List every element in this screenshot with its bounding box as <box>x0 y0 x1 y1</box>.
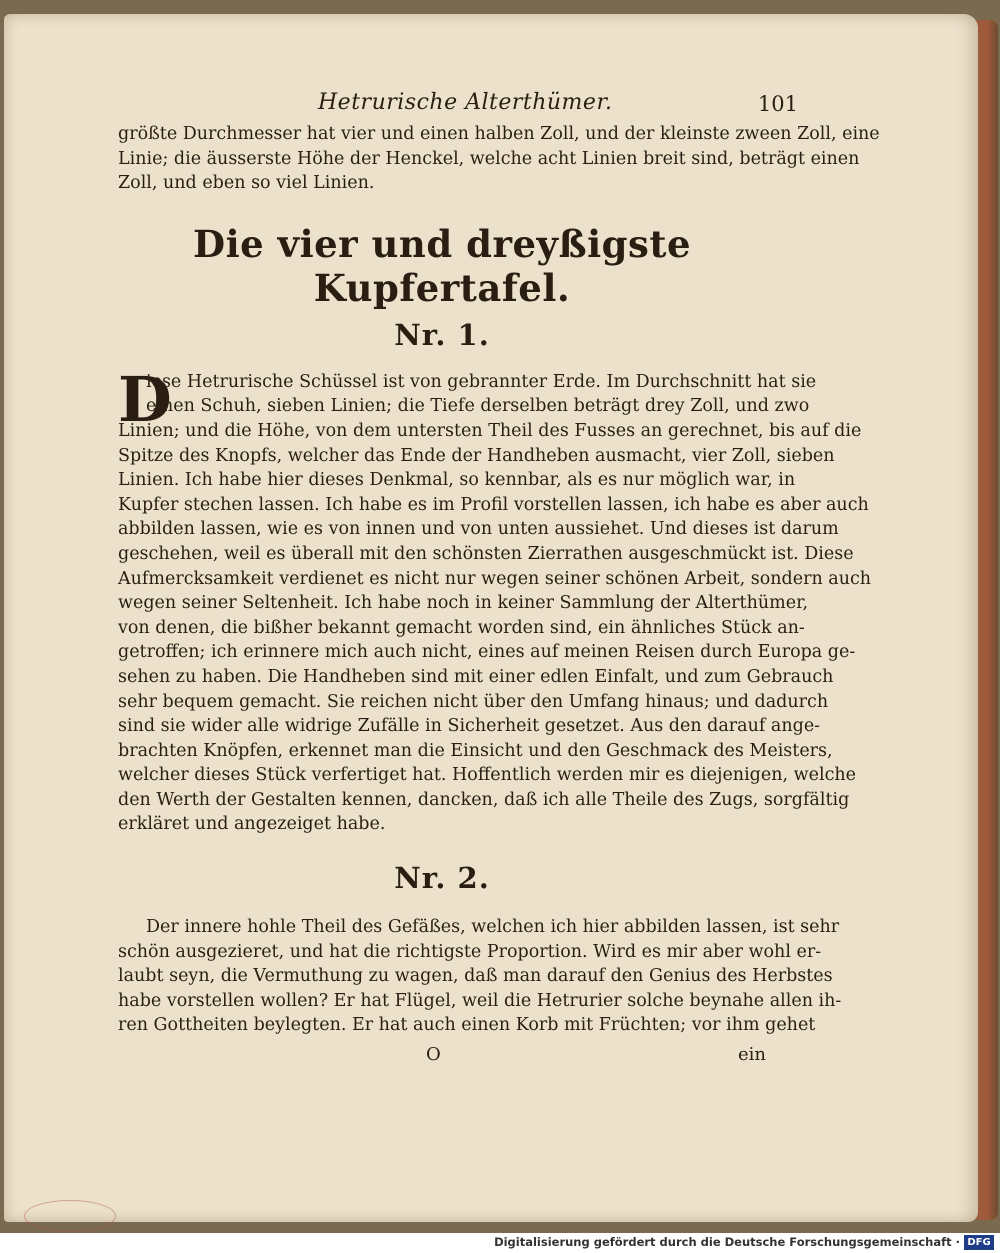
paragraph-nr1 <box>118 362 872 837</box>
text-line: geschehen, weil es überall mit den schönsten Zierrathen ausgeschmückt ist. Diese <box>118 543 854 564</box>
text-line: einen Schuh, sieben Linien; die Tiefe derselben beträgt drey Zoll, und zwo <box>146 396 810 417</box>
text-line: Linie; die äusserste Höhe der Henckel, welche acht Linien breit sind, beträgt einen <box>118 148 860 169</box>
text-line: den Werth der Gestalten kennen, dancken, daß ich alle Theile des Zugs, sorgfältig <box>118 789 850 810</box>
section-heading-nr2: Nr. 2. <box>394 861 490 896</box>
text-line: Der innere hohle Theil des Gefäßes, welchen ich hier abbilden lassen, ist sehr <box>146 917 840 938</box>
text-line: Kupfer stechen lassen. Ich habe es im Profil vorstellen lassen, ich habe es aber auch <box>118 494 869 515</box>
catchword: ein <box>737 1044 766 1066</box>
text-line: habe vorstellen wollen? Er hat Flügel, weil die Hetrurier solche beynahe allen ih- <box>118 990 842 1011</box>
text-line: Aufmercksamkeit verdienet es nicht nur wegen seiner schönen Arbeit, sondern auch <box>118 568 872 589</box>
text-line: sehr bequem gemacht. Sie reichen nicht über den Umfang hinaus; und dadurch <box>118 691 829 712</box>
intro-paragraph <box>118 122 880 196</box>
text-line: Zoll, und eben so viel Linien. <box>118 173 375 194</box>
text-line: schön ausgezieret, und hat die richtigste Proportion. Wird es mir aber wohl er- <box>118 941 822 962</box>
text-line: Spitze des Knopfs, welcher das Ende der Handheben ausmacht, vier Zoll, sieben <box>118 445 835 466</box>
dfg-logo[interactable]: DFG <box>964 1235 994 1250</box>
text-line: wegen seiner Seltenheit. Ich habe noch in keiner Sammlung der Alterthümer, <box>118 593 809 614</box>
text-line: welcher dieses Stück verfertiget hat. Hoffentlich werden mir es diejenigen, welche <box>118 765 856 786</box>
digitization-footer <box>0 1233 1000 1253</box>
funding-credit: Digitalisierung gefördert durch die Deutsche Forschungsgemeinschaft · <box>494 1235 960 1249</box>
drop-cap: D <box>118 362 172 436</box>
text-line: abbilden lassen, wie es von innen und von unten aussiehet. Und dieses ist darum <box>118 519 839 540</box>
text-line: sind sie wider alle widrige Zufälle in Sicherheit gesetzet. Aus den darauf ange- <box>118 716 821 737</box>
running-head <box>118 90 798 122</box>
text-line: ren Gottheiten beylegten. Er hat auch einen Korb mit Früchten; vor ihm gehet <box>118 1015 816 1036</box>
library-stamp <box>24 1200 116 1232</box>
section-heading-nr1: Nr. 1. <box>394 317 490 352</box>
text-line: Linien. Ich habe hier dieses Denkmal, so kennbar, als es nur möglich war, in <box>118 470 796 491</box>
text-line: sehen zu haben. Die Handheben sind mit einer edlen Einfalt, und zum Gebrauch <box>118 666 834 687</box>
page-content <box>118 90 880 1066</box>
plate-title: Die vier und dreyßigste Kupfertafel. <box>193 221 691 310</box>
text-line: Linien; und die Höhe, von dem untersten Theil des Fusses an gerechnet, bis auf die <box>118 420 862 441</box>
running-title: Hetrurische Alterthümer. <box>318 90 613 115</box>
paragraph-nr2 <box>118 915 842 1038</box>
text-line: laubt seyn, die Vermuthung zu wagen, daß man darauf den Genius des Herbstes <box>118 966 833 987</box>
text-line: von denen, die bißher bekannt gemacht worden sind, ein ähnliches Stück an- <box>118 617 805 638</box>
text-line: erkläret und angezeiget habe. <box>118 814 386 835</box>
text-line: brachten Knöpfen, erkennet man die Einsicht und den Geschmack des Meisters, <box>118 740 833 761</box>
page-footer <box>118 1044 766 1065</box>
signature-mark: O <box>426 1044 441 1066</box>
text-line: iese Hetrurische Schüssel ist von gebrannter Erde. Im Durchschnitt hat sie <box>146 371 817 392</box>
text-line: größte Durchmesser hat vier und einen halben Zoll, und der kleinste zween Zoll, eine <box>118 124 880 144</box>
text-line: getroffen; ich erinnere mich auch nicht, eines auf meinen Reisen durch Europa ge- <box>118 642 856 663</box>
page-number: 101 <box>757 92 798 116</box>
